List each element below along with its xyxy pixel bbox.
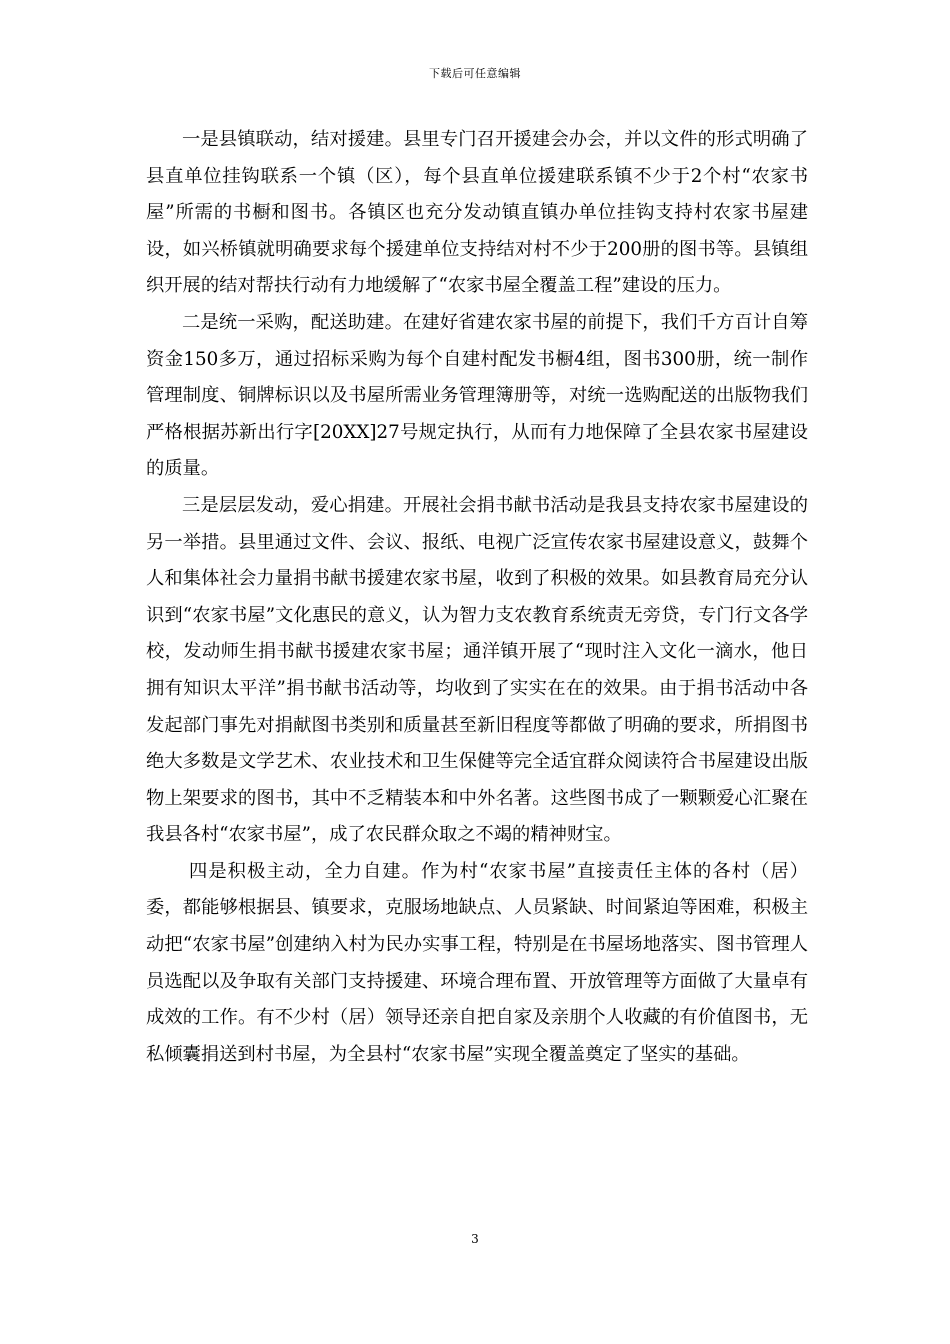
document-body: [146, 122, 808, 1073]
page-header: 下载后可任意编辑: [429, 67, 521, 80]
paragraph-unified-procurement: 二是统一采购，配送助建。在建好省建农家书屋的前提下，我们千方百计自筹资金150多万，通过招标采购为每个自建村配发书橱4组，图书300册，统一制作管理制度、铜牌标识以及书屋所需业务管理簿册等，对统一选购配送的出版物我们严格根据苏新出行字[20XX]27号规定执行，从而有力地保障了全县农家书屋建设的质量。: [146, 311, 808, 480]
paragraph-donation-campaign: 三是层层发动，爱心捐建。开展社会捐书献书活动是我县支持农家书屋建设的另一举措。县里通过文件、会议、报纸、电视广泛宣传农家书屋建设意义，鼓舞个人和集体社会力量捐书献书援建农家书屋，收到了积极的效果。如县教育局充分认识到“农家书屋”文化惠民的意义，认为智力支农教育系统责无旁贷，专门行文各学校，发动师生捐书献书援建农家书屋；通洋镇开展了“现时注入文化一滴水，他日拥有知识太平洋”捐书献书活动等，均收到了实实在在的效果。由于捐书活动中各发起部门事先对捐献图书类别和质量甚至新旧程度等都做了明确的要求，所捐图书绝大多数是文学艺术、农业技术和卫生保健等完全适宜群众阅读符合书屋建设出版物上架要求的图书，其中不乏精装本和中外名著。这些图书成了一颗颗爱心汇聚在我县各村“农家书屋”，成了农民群众取之不竭的精神财宝。: [146, 494, 808, 846]
paragraph-county-town-linkage: 一是县镇联动，结对援建。县里专门召开援建会办会，并以文件的形式明确了县直单位挂钩联系一个镇（区），每个县直单位援建联系镇不少于2个村“农家书屋”所需的书橱和图书。各镇区也充分发动镇直镇办单位挂钩支持村农家书屋建设，如兴桥镇就明确要求每个援建单位支持结对村不少于200册的图书等。县镇组织开展的结对帮扶行动有力地缓解了“农家书屋全覆盖工程”建设的压力。: [146, 129, 808, 297]
page-number: 3: [471, 1232, 479, 1246]
paragraph-self-construction: 四是积极主动，全力自建。作为村“农家书屋”直接责任主体的各村（居）委，都能够根据县、镇要求，克服场地缺点、人员紧缺、时间紧迫等困难，积极主动把“农家书屋”创建纳入村为民办实事工程，特别是在书屋场地落实、图书管理人员选配以及争取有关部门支持援建、环境合理布置、开放管理等方面做了大量卓有成效的工作。有不少村（居）领导还亲自把自家及亲朋个人收藏的有价值图书，无私倾囊捐送到村书屋，为全县村“农家书屋”实现全覆盖奠定了坚实的基础。: [146, 860, 808, 1065]
